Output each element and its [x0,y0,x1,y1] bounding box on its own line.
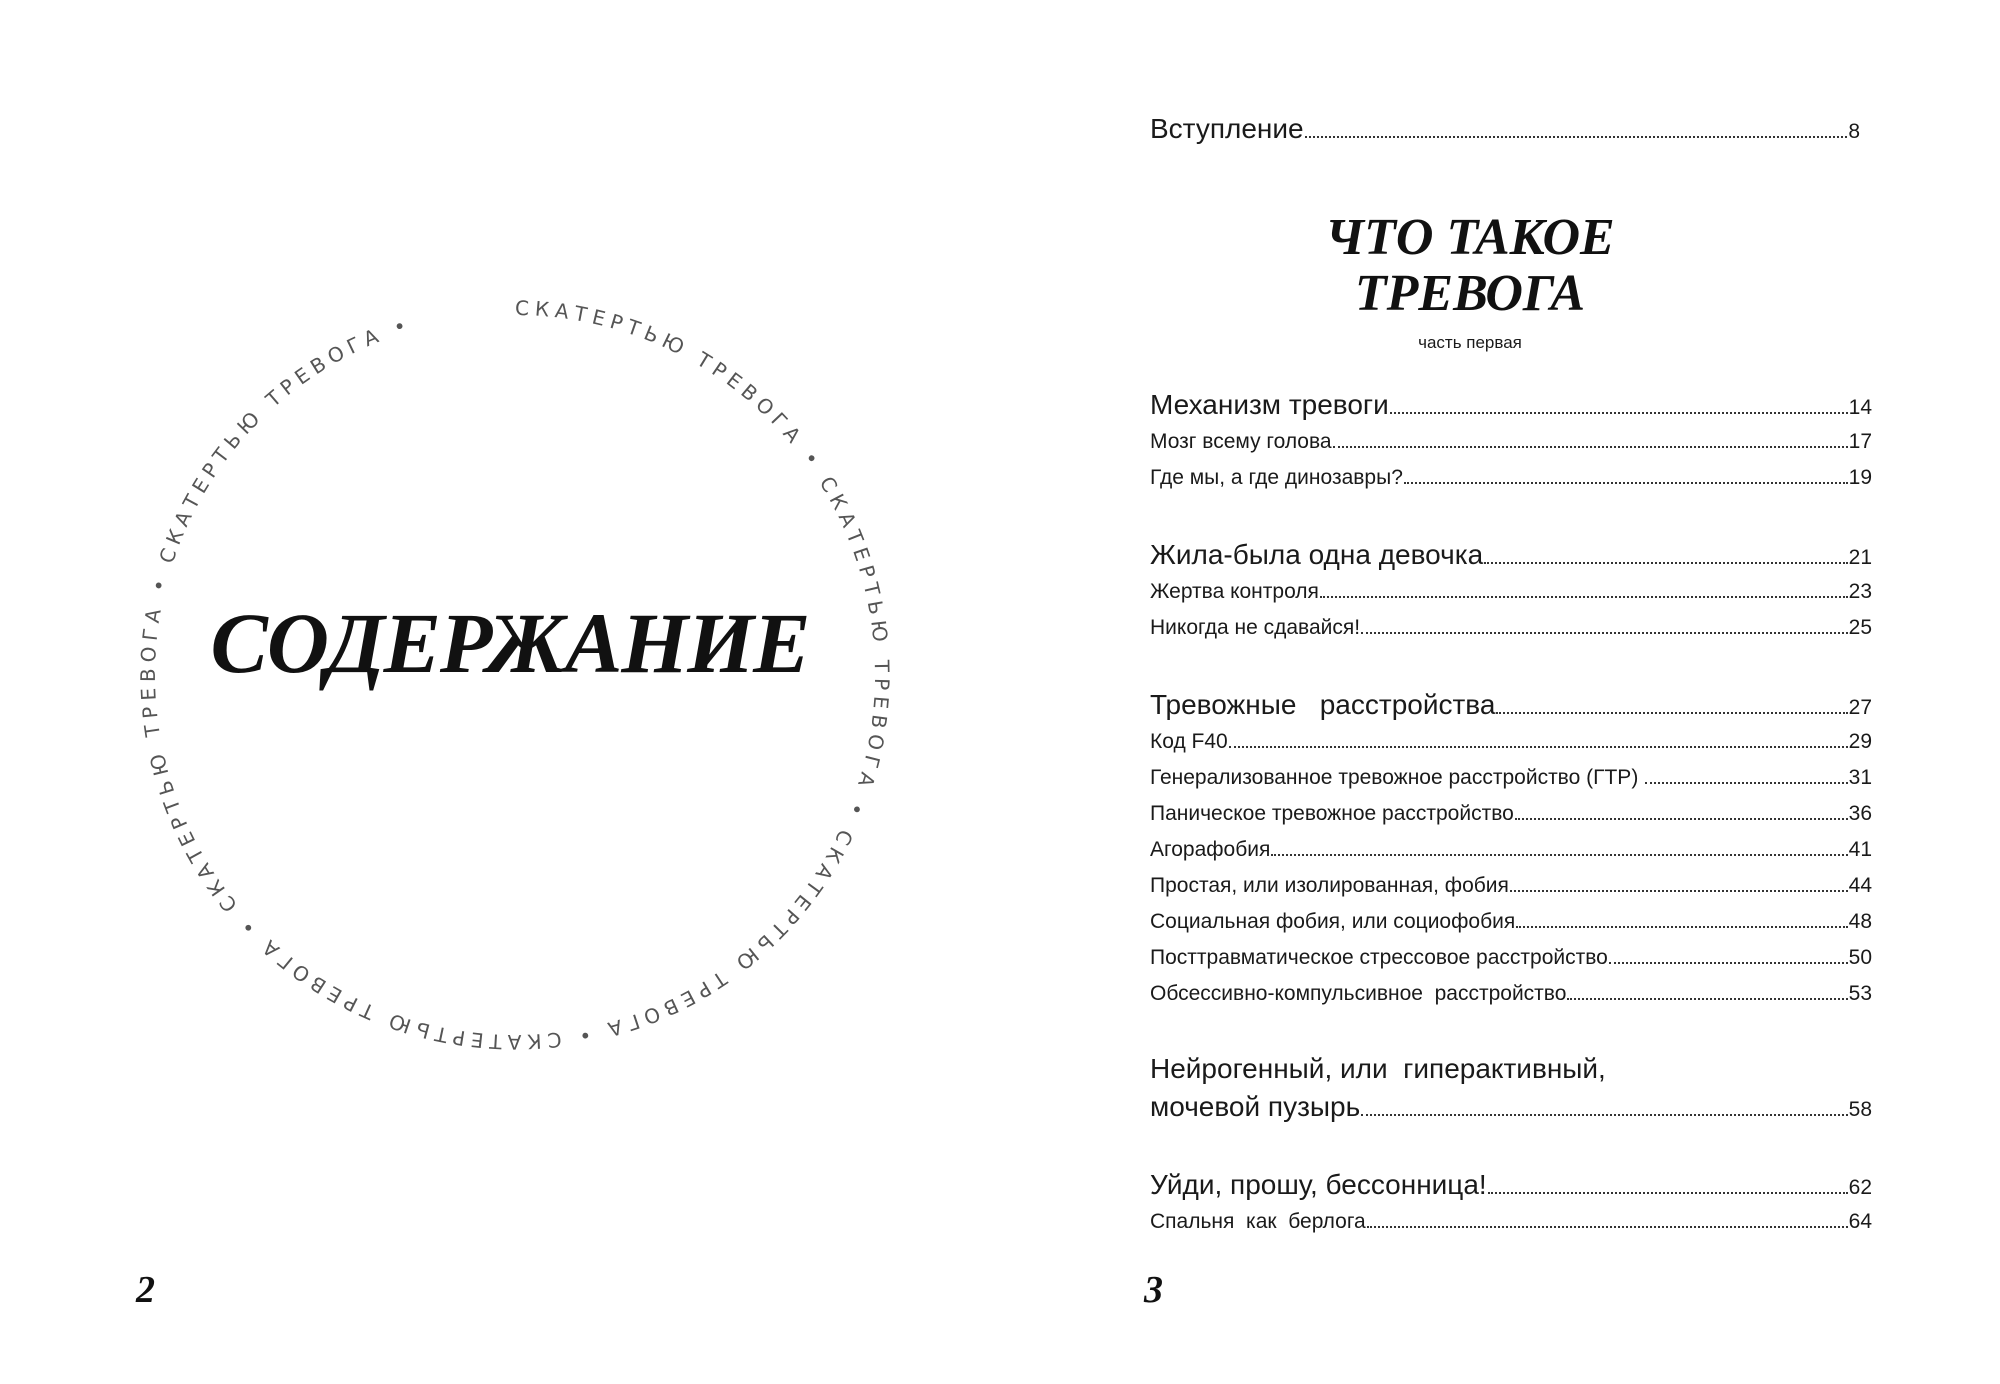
dot-leader [1516,926,1847,928]
toc-entry-page: 50 [1848,946,1872,969]
dot-leader [1361,632,1848,634]
toc-entry-subsection[interactable] [1150,908,1872,936]
toc-entry-page: 62 [1848,1176,1872,1199]
toc-entry-page: 14 [1848,396,1872,419]
dot-leader [1271,854,1847,856]
toc-entry-page: 53 [1848,982,1872,1005]
toc-entry-label: Уйди, прошу, бессонница! [1150,1169,1487,1200]
ring-text-path: СКАТЕРТЬЮ ТРЕВОГА • СКАТЕРТЬЮ ТРЕВОГА • СКАТЕРТЬЮ ТРЕВОГА • СКАТЕРТЬЮ ТРЕВОГА • СКАТЕРТЬЮ ТРЕВОГА • СКАТЕРТЬЮ ТРЕВОГА • [135,295,895,1055]
left-page [0,0,1000,1379]
toc-entry-section[interactable] [1150,538,1872,575]
dot-leader [1390,412,1848,414]
dot-leader [1367,1226,1848,1228]
part-title-line2: ТРЕВОГА [1354,265,1586,322]
toc-entry-label: Обсессивно-компульсивное расстройство [1150,982,1567,1005]
part-title [1180,210,1760,322]
toc-entry-subsection[interactable] [1150,872,1872,900]
toc-entry-page: 19 [1848,466,1872,489]
toc-entry-subsection[interactable] [1150,728,1872,756]
toc-entry-page: 23 [1848,580,1872,603]
right-page [1000,0,2000,1379]
toc-entry-subsection[interactable] [1150,980,1872,1008]
toc-entry-section[interactable] [1150,1090,1872,1127]
toc-entry-page: 41 [1848,838,1872,861]
toc-entry-page: 8 [1848,120,1860,143]
dot-leader [1484,562,1847,564]
toc-entry-page: 25 [1848,616,1872,639]
page-number-left: 2 [136,1269,155,1311]
toc-entry-label: Паническое тревожное расстройство [1150,802,1514,825]
dot-leader [1305,136,1848,138]
contents-title: СОДЕРЖАНИЕ [210,595,810,691]
toc-entry-page: 21 [1848,546,1872,569]
part-subtitle: часть первая [1418,333,1522,352]
dot-leader [1229,746,1848,748]
toc-entry-subsection[interactable] [1150,764,1872,792]
toc-entry-label: Где мы, а где динозавры? [1150,466,1403,489]
toc-entry-subsection[interactable] [1150,800,1872,828]
dot-leader [1515,818,1848,820]
toc-entry-subsection[interactable] [1150,614,1872,642]
toc-entry-page: 44 [1848,874,1872,897]
dot-leader [1361,1114,1847,1116]
toc-entry-intro[interactable] [1150,112,1860,149]
toc-entry-page: 29 [1848,730,1872,753]
toc-entry-label: Тревожные расстройства [1150,689,1496,720]
dot-leader [1645,782,1847,784]
toc-entry-label: Мозг всему голова [1150,430,1332,453]
toc-entry-page: 58 [1848,1098,1872,1121]
toc-entry-section[interactable] [1150,1168,1872,1205]
dot-leader [1488,1192,1848,1194]
dot-leader [1510,890,1848,892]
dot-leader [1609,962,1848,964]
dot-leader [1320,596,1848,598]
toc-entry-label: Посттравматическое стрессовое расстройство [1150,946,1608,969]
dot-leader [1567,998,1847,1000]
toc-entry-label-line1: Нейрогенный, или гиперактивный, [1150,1053,1606,1084]
toc-entry-page: 31 [1848,766,1872,789]
toc-entry-label: мочевой пузырь [1150,1091,1361,1122]
toc-entry-page: 36 [1848,802,1872,825]
toc-entry-subsection[interactable] [1150,578,1872,606]
dot-leader [1496,712,1847,714]
toc-entry-subsection[interactable] [1150,836,1872,864]
toc-entry-label: Социальная фобия, или социофобия [1150,910,1516,933]
toc-entry-page: 64 [1848,1210,1872,1233]
toc-entry-label: Механизм тревоги [1150,389,1389,420]
page-number-right: 3 [1144,1269,1163,1311]
part-title-line1: ЧТО ТАКОЕ [1325,209,1615,266]
toc-entry-label: Жила-была одна девочка [1150,539,1484,570]
toc-entry-label: Спальня как берлога [1150,1210,1366,1233]
toc-entry-page: 48 [1848,910,1872,933]
toc-entry-label: Агорафобия [1150,838,1271,861]
toc-entry-section[interactable] [1150,688,1872,725]
toc-entry-label: Код F40 [1150,730,1228,753]
toc-entry-page: 27 [1848,696,1872,719]
toc-entry-label: Простая, или изолированная, фобия [1150,874,1509,897]
toc-entry-page: 17 [1848,430,1872,453]
toc-entry-subsection[interactable] [1150,1208,1872,1236]
toc-entry-label: Вступление [1150,113,1304,144]
dot-leader [1333,446,1848,448]
toc-entry-section[interactable] [1150,388,1872,425]
toc-entry-label: Никогда не сдавайся! [1150,616,1361,639]
dot-leader [1404,482,1848,484]
toc-entry-subsection[interactable] [1150,428,1872,456]
toc-entry-label: Генерализованное тревожное расстройство (ГТР) [1150,766,1645,789]
toc-entry-subsection[interactable] [1150,944,1872,972]
toc-entry-subsection[interactable] [1150,464,1872,492]
toc-entry-label: Жертва контроля [1150,580,1319,603]
